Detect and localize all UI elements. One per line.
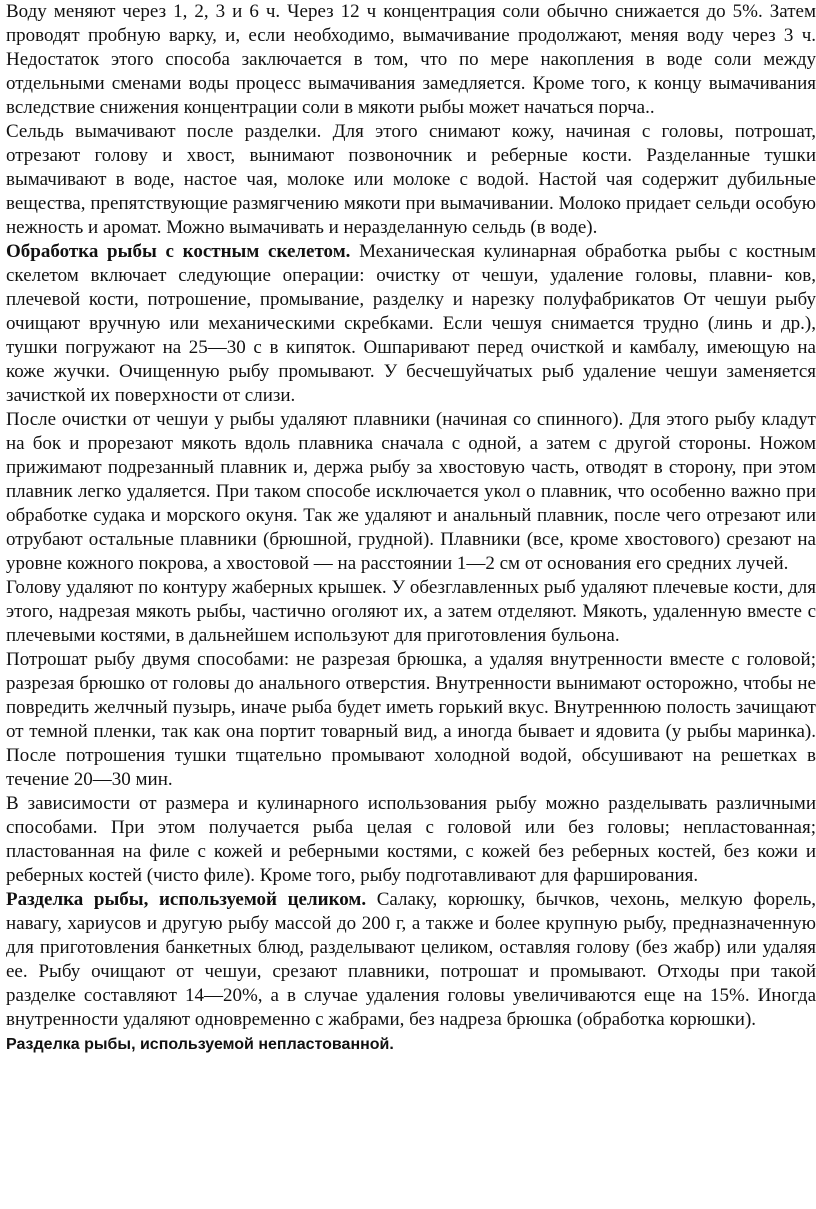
paragraph-text: Механическая кулинарная обработка рыбы с костным скелетом включает следующие операции: очистку от чешуи, удаление головы, плавни- ков, плечевой кости, потрошение, промывание, разделку и нарезку полуфабрикатов От чешуи рыбу очищают вручную или механическими скребками. Если чешуя снимается трудно (линь и др.), тушки погружают на 25—30 с в кипяток. Ошпаривают перед очисткой и камбалу, имеющую на коже жучки. Очищенную рыбу промывают. У бесчешуйчатых рыб удаление чешуи заменяется зачисткой их поверхности от слизи. xyxy=(6,241,816,406)
paragraph-soaking-water-change xyxy=(6,0,816,120)
paragraph-text: Потрошат рыбу двумя способами: не разрезая брюшка, а удаляя внутренности вместе с головой; разрезая брюшко от головы до анального отверстия. Внутренности вынимают осторожно, чтобы не повредить желчный пузырь, иначе рыба будет иметь горький вкус. Внутреннюю полость зачищают от темной пленки, так как она портит товарный вид, а иногда бывает и ядовита (у рыбы маринка). После потрошения тушки тщательно промывают холодной водой, обсушивают на решетках в течение 20—30 мин. xyxy=(6,649,816,790)
paragraph-text: Салаку, корюшку, бычков, чехонь, мелкую форель, навагу, хариусов и другую рыбу массой до 200 г, а также и более крупную рыбу, предназначенную для приготовления банкетных блюд, разделывают целиком, оставляя голову (без жабр) или удаляя ее. Рыбу очищают от чешуи, срезают плавники, потрошат и промывают. Отходы при такой разделке составляют 14—20%, а в случае удаления головы увеличиваются еще на 15%. Иногда внутренности удаляют одновременно с жабрами, без надреза брюшка (обработка корюшки). xyxy=(6,889,816,1030)
paragraph-head-removal xyxy=(6,576,816,648)
paragraph-fin-removal xyxy=(6,408,816,576)
paragraph-cutting-methods xyxy=(6,792,816,888)
paragraph-text: Голову удаляют по контуру жаберных крышек. У обезглавленных рыб удаляют плечевые кости, для этого, надрезая мякоть рыбы, частично оголяют их, а затем отделяют. Мякоть, удаленную вместе с плечевыми костями, в дальнейшем используют для приготовления бульона. xyxy=(6,577,816,646)
paragraph-lead-heading: Обработка рыбы с костным скелетом. xyxy=(6,241,351,262)
paragraph-text: В зависимости от размера и кулинарного использования рыбу можно разделывать различными способами. При этом получается рыба целая с головой или без головы; непластованная; пластованная на филе с кожей и реберными костями, с кожей без реберных костей, без кожи и реберных костей (чисто филе). Кроме того, рыбу подготавливают для фарширования. xyxy=(6,793,816,886)
paragraph-herring-soaking xyxy=(6,120,816,240)
paragraph-whole-fish-cutting xyxy=(6,888,816,1032)
paragraph-text: Сельдь вымачивают после разделки. Для этого снимают кожу, начиная с головы, потрошат, отрезают голову и хвост, вынимают позвоночник и реберные кости. Разделанные тушки вымачивают в воде, настое чая, молоке или молоке с водой. Настой чая содержит дубильные вещества, препятствующие размягчению мякоти при вымачивании. Молоко придает сельди особую нежность и аромат. Можно вымачивать и неразделанную сельдь (в воде). xyxy=(6,121,816,238)
paragraph-text: Воду меняют через 1, 2, 3 и 6 ч. Через 12 ч концентрация соли обычно снижается до 5%. Затем проводят пробную варку, и, если необходимо, вымачивание продолжают, меняя воду через 3 ч. Недостаток этого способа заключается в том, что по мере накопления в воде соли между отдельными сменами воды процесс вымачивания замедляется. Кроме того, к концу вымачивания вследствие снижения концентрации соли в мякоти рыбы может начаться порча.. xyxy=(6,1,816,118)
paragraph-bony-fish-processing xyxy=(6,240,816,408)
paragraph-lead-heading: Разделка рыбы, используемой целиком. xyxy=(6,889,367,910)
document-page xyxy=(6,0,816,1056)
section-heading-unfilleted: Разделка рыбы, используемой непластованной. xyxy=(6,1036,394,1053)
paragraph-gutting xyxy=(6,648,816,792)
paragraph-text: После очистки от чешуи у рыбы удаляют плавники (начиная со спинного). Для этого рыбу кладут на бок и прорезают мякоть вдоль плавника сначала с одной, а затем с другой стороны. Ножом прижимают подрезанный плавник и, держа рыбу за хвостовую часть, отводят в сторону, при этом плавник легко удаляется. При таком способе исключается укол о плавник, что особенно важно при обработке судака и морского окуня. Так же удаляют и анальный плавник, после чего отрезают или отрубают остальные плавники (брюшной, грудной). Плавники (все, кроме хвостового) срезают на уровне кожного покрова, а хвостовой — на расстоянии 1—2 см от основания его средних лучей. xyxy=(6,409,816,574)
